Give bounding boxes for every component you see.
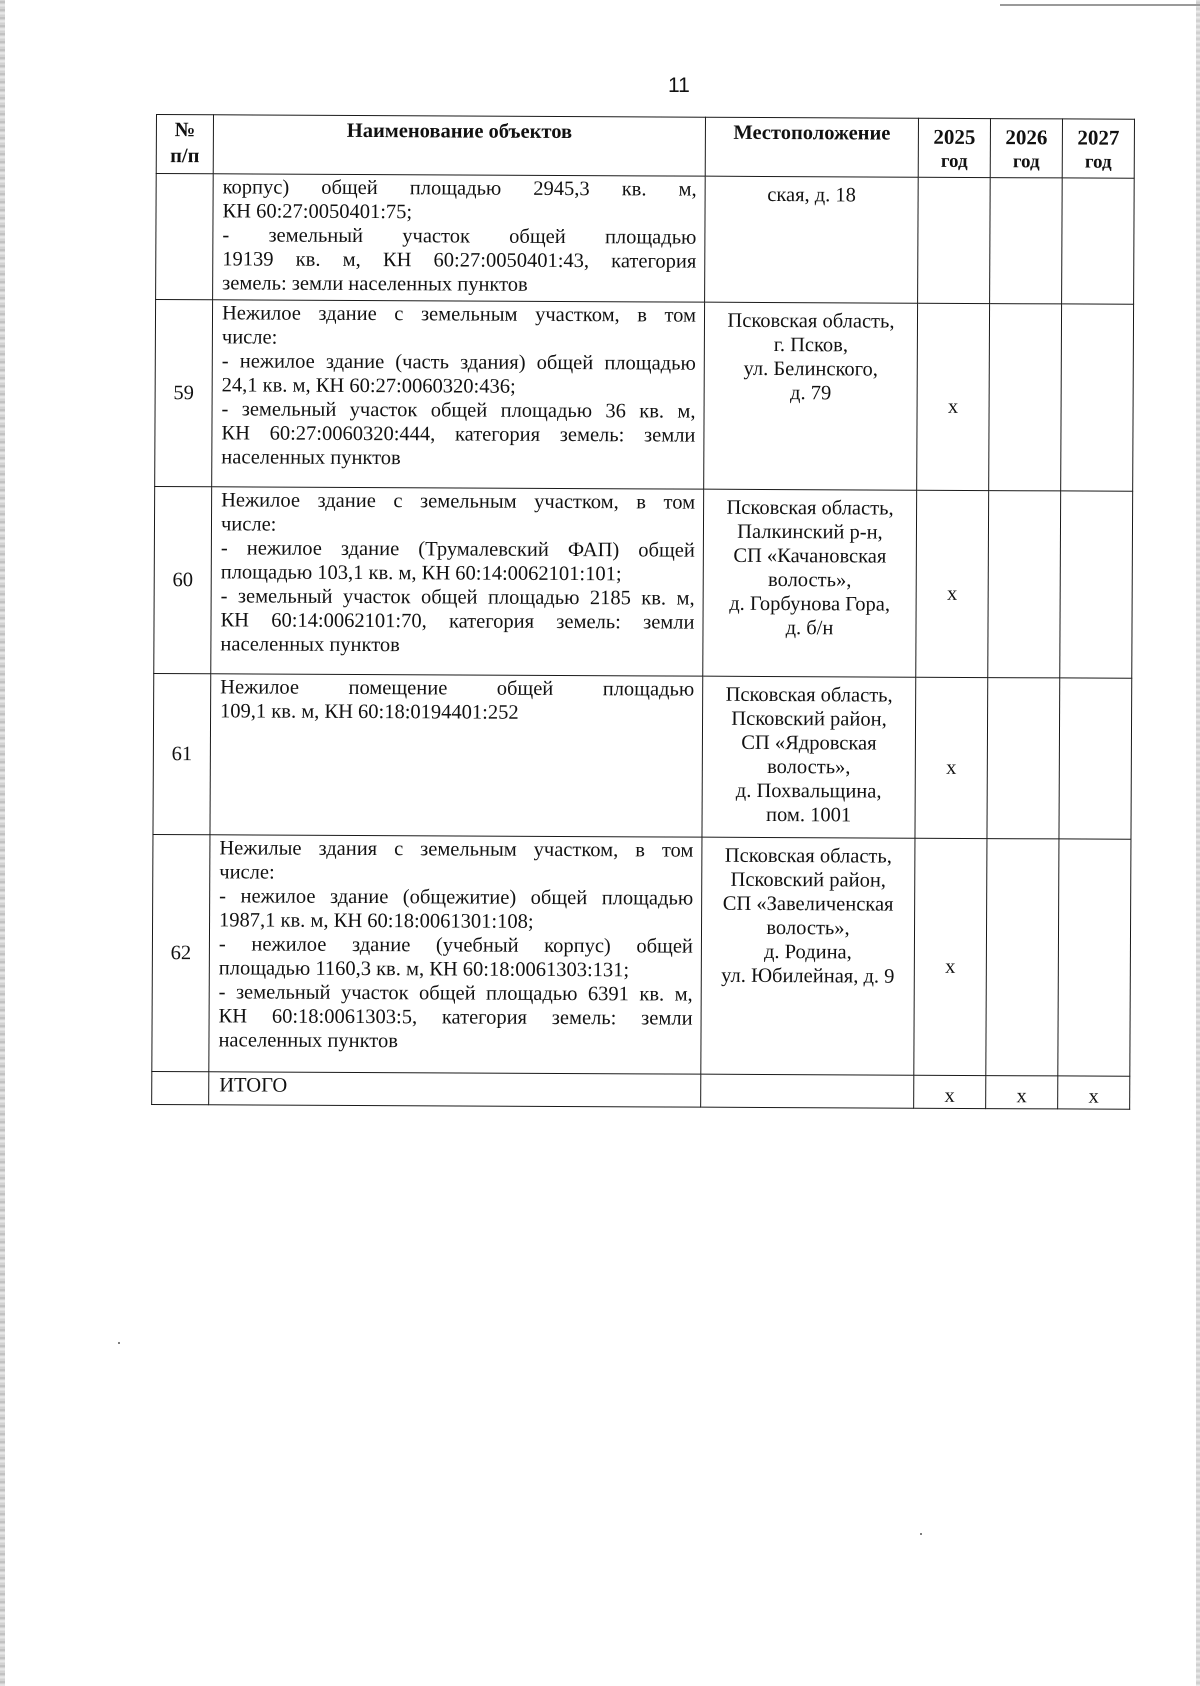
row-number: 60 [154,486,212,673]
page-number: 11 [668,74,690,97]
object-location: Псковская область, Палкинский р-н, СП «Качановская волость», д. Горбунова Гора, д. б/н [703,489,917,677]
year-2026-mark [989,304,1062,491]
object-name: Нежилое здание с земельным участком, в том числе: - нежилое здание (часть здания) общей площадью 24,1 кв. м, КН 60:27:0060320:436; - земельный участок общей площадью 36 кв. м, КН 60:27:0060320:444, категория земель: земли населенных пунктов [212,300,705,489]
table-row [153,673,1132,839]
header-location: Местоположение [705,117,918,177]
year-2027-mark [1058,839,1131,1076]
header-year-2025: 2025 год [918,118,990,177]
scan-speck [118,1342,120,1344]
table-row [152,834,1131,1076]
year-2025-mark: х [914,1075,986,1108]
year-2027-mark [1060,491,1133,678]
table-row [156,174,1135,305]
year-2026-mark [990,178,1063,304]
year-2026-mark [986,839,1059,1076]
year-2027-mark: х [1058,1076,1130,1109]
object-location: Псковская область, г. Псков, ул. Белинского, д. 79 [704,302,918,490]
year-2027-mark [1061,304,1134,491]
row-number [156,174,214,300]
year-2025-mark [918,177,991,303]
scan-edge-left [0,0,5,1686]
row-number: 59 [155,300,213,487]
year-2025-mark: х [914,838,987,1075]
object-location: ская, д. 18 [705,176,919,303]
row-number: 61 [153,673,211,834]
scan-edge-right [1196,0,1200,1686]
year-2025-mark: х [915,677,988,838]
table-header-row [156,115,1134,179]
year-2025-mark: х [917,303,990,490]
year-2026-mark [988,491,1061,678]
header-name: Наименование объектов [213,115,705,176]
header-number-symbol: № [174,119,196,142]
table-row [154,486,1133,678]
object-location: Псковская область, Псковский район, СП «Ядровская волость», д. Похвальщина, пом. 1001 [702,676,916,838]
total-label: ИТОГО [209,1072,701,1107]
scan-speck [920,1533,922,1535]
object-name: Нежилое помещение общей площадью 109,1 кв. м, КН 60:18:0194401:252 [210,674,703,837]
object-location: Псковская область, Псковский район, СП «Завеличенская волость», д. Родина, ул. Юбилейная, д. 9 [701,837,915,1075]
object-name: корпус) общей площадью 2945,3 кв. м, КН 60:27:0050401:75; - земельный участок общей площадью 19139 кв. м, КН 60:27:0050401:43, категория земель: земли населенных пунктов [213,174,706,302]
objects-table [151,114,1135,1110]
year-2026-mark: х [986,1076,1058,1109]
header-number [156,115,213,174]
row-number [152,1071,209,1104]
object-name: Нежилое здание с земельным участком, в том числе: - нежилое здание (Трумалевский ФАП) общей площадью 103,1 кв. м, КН 60:14:0062101:101; - земельный участок общей площадью 2185 кв. м, КН 60:14:0062101:70, категория земель: земли населенных пунктов [211,487,704,676]
header-year-2027: 2027 год [1062,119,1134,178]
header-year-2026: 2026 год [990,119,1062,178]
year-2025-mark: х [916,490,989,677]
object-location [701,1074,914,1108]
year-2027-mark [1062,178,1135,304]
header-number-abbr: п/п [170,145,200,168]
year-2027-mark [1059,678,1132,839]
year-2026-mark [987,678,1060,839]
table-row [155,300,1134,492]
total-row [152,1071,1130,1109]
object-name: Нежилые здания с земельным участком, в том числе: - нежилое здание (общежитие) общей площадью 1987,1 кв. м, КН 60:18:0061301:108; - нежилое здание (учебный корпус) общей площадью 1160,3 кв. м, КН 60:18:0061303:131; - земельный участок общей площадью 6391 кв. м, КН 60:18:0061303:5, категория земель: земли населенных пунктов [209,835,702,1074]
row-number: 62 [152,834,210,1071]
scan-top-line [1000,4,1200,6]
